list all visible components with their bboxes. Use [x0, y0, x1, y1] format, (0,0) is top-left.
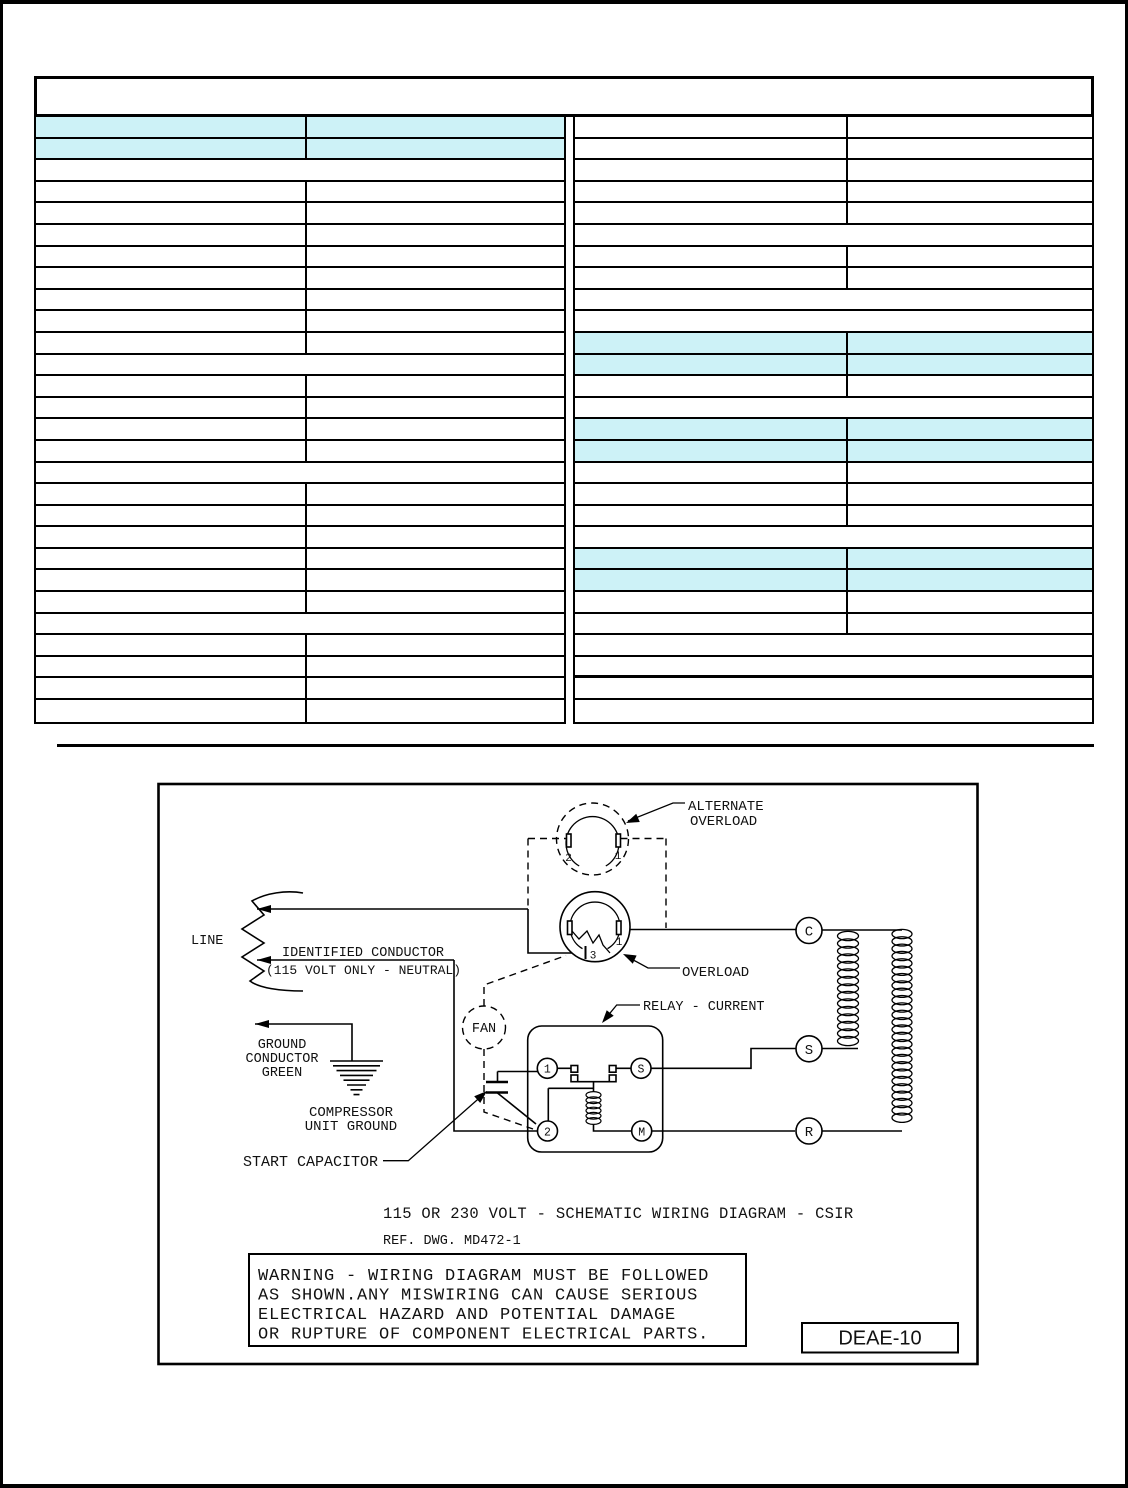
code-box — [802, 1323, 958, 1353]
leader-lines — [383, 803, 685, 1161]
compressor-ground-label: UNIT GROUND — [304, 1119, 398, 1135]
compressor-ground-label: COMPRESSOR — [308, 1105, 394, 1121]
ground-conductor-label: CONDUCTOR — [245, 1052, 319, 1067]
arrow-icon — [257, 905, 271, 913]
arrow-icon — [255, 1020, 269, 1028]
line-label: LINE — [191, 934, 224, 949]
relay-terminal-label: S — [637, 1063, 645, 1077]
ground-symbol — [330, 1061, 383, 1095]
compressor-terminals — [796, 918, 912, 1145]
relay-terminal-label: 2 — [544, 1126, 551, 1140]
fan-symbol — [463, 1006, 506, 1049]
run-winding-coil — [892, 929, 912, 1122]
overload-symbol — [560, 892, 630, 963]
terminal-label: 1 — [614, 851, 622, 863]
overload-label: OVERLOAD — [682, 965, 750, 981]
dashed-wires — [484, 839, 666, 1130]
warning-line: ELECTRICAL HAZARD AND POTENTIAL DAMAGE — [258, 1306, 677, 1325]
warning-box — [249, 1254, 746, 1346]
ground-conductor-label: GROUND — [257, 1038, 307, 1053]
diagram-title: 115 OR 230 VOLT - SCHEMATIC WIRING DIAGRAM - CSIR — [383, 1205, 854, 1223]
identified-conductor-label: IDENTIFIED CONDUCTOR — [282, 946, 445, 961]
code-label: DEAE-10 — [838, 1327, 922, 1350]
warning-line: OR RUPTURE OF COMPONENT ELECTRICAL PARTS. — [258, 1325, 710, 1345]
neutral-note-label: (115 VOLT ONLY - NEUTRAL) — [266, 963, 462, 978]
warning-line: AS SHOWN.ANY MISWIRING CAN CAUSE SERIOUS — [258, 1286, 699, 1306]
warning-line: WARNING - WIRING DIAGRAM MUST BE FOLLOWED — [258, 1267, 710, 1286]
terminal-label: 2 — [565, 853, 572, 865]
start-capacitor-label: START CAPACITOR — [243, 1154, 379, 1171]
relay-label: RELAY - CURRENT — [643, 1000, 765, 1015]
terminal-s: S — [804, 1042, 814, 1059]
terminal-r: R — [804, 1125, 814, 1141]
relay-coil — [586, 1092, 601, 1125]
terminal-label: 1 — [615, 937, 623, 949]
start-winding-coil — [838, 931, 859, 1045]
terminal-c: C — [804, 924, 814, 941]
diagram-ref: REF. DWG. MD472-1 — [383, 1234, 521, 1249]
capacitor-symbol — [486, 1082, 508, 1093]
alternate-overload-label: OVERLOAD — [690, 814, 758, 830]
terminal-label: 3 — [589, 950, 597, 963]
fan-label: FAN — [471, 1022, 497, 1037]
alternate-overload-label: ALTERNATE — [688, 799, 764, 815]
alternate-overload-symbol — [557, 803, 629, 875]
relay-terminal-label: M — [638, 1126, 646, 1140]
relay-terminal-label: 1 — [543, 1063, 551, 1077]
ground-conductor-label: GREEN — [261, 1066, 303, 1081]
